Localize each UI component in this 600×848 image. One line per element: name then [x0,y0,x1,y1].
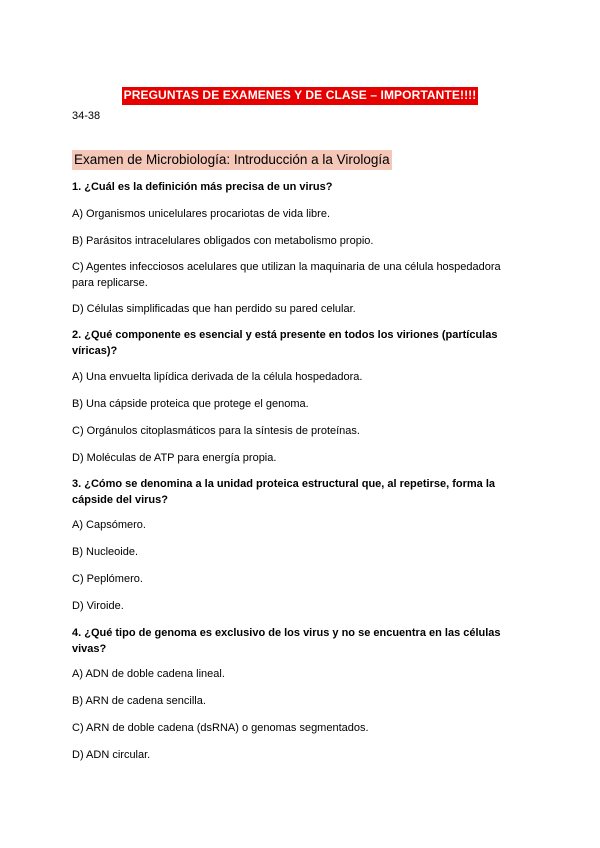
option-3b: B) Nucleoide. [72,546,139,558]
option-3d: D) Viroide. [72,600,124,612]
option-4b: B) ARN de cadena sencilla. [72,695,206,707]
option-2a: A) Una envuelta lipídica derivada de la célula hospedadora. [72,371,363,383]
question-1: 1. ¿Cuál es la definición más precisa de un virus? [72,181,333,193]
question-2: 2. ¿Qué componente es esencial y está presente en todos los viriones (partículas víricas)? [72,329,498,357]
option-1a: A) Organismos unicelulares procariotas de vida libre. [72,208,331,220]
option-1b: B) Parásitos intracelulares obligados con metabolismo propio. [72,235,374,247]
option-4c: C) ARN de doble cadena (dsRNA) o genomas segmentados. [72,722,369,734]
option-4d: D) ADN circular. [72,749,151,761]
option-2d: D) Moléculas de ATP para energía propia. [72,452,277,464]
option-4a: A) ADN de doble cadena lineal. [72,668,225,680]
banner [0,86,600,105]
question-3: 3. ¿Cómo se denomina a la unidad proteica estructural que, al repetirse, forma la cápside del virus? [72,478,496,506]
banner-title: PREGUNTAS DE EXAMENES Y DE CLASE – IMPORTANTE!!!! [122,87,479,105]
option-3c: C) Peplómero. [72,573,143,585]
page-reference: 34-38 [72,110,101,122]
option-1c: C) Agentes infecciosos acelulares que utilizan la maquinaria de una célula hospedadora para replicarse. [72,261,501,289]
question-4: 4. ¿Qué tipo de genoma es exclusivo de los virus y no se encuentra en las células vivas? [72,627,501,655]
option-2b: B) Una cápside proteica que protege el genoma. [72,398,309,410]
section-title: Examen de Microbiología: Introducción a la Virología [72,150,392,170]
option-3a: A) Capsómero. [72,519,146,531]
option-1d: D) Células simplificadas que han perdido su pared celular. [72,303,356,315]
option-2c: C) Orgánulos citoplasmáticos para la síntesis de proteínas. [72,425,360,437]
